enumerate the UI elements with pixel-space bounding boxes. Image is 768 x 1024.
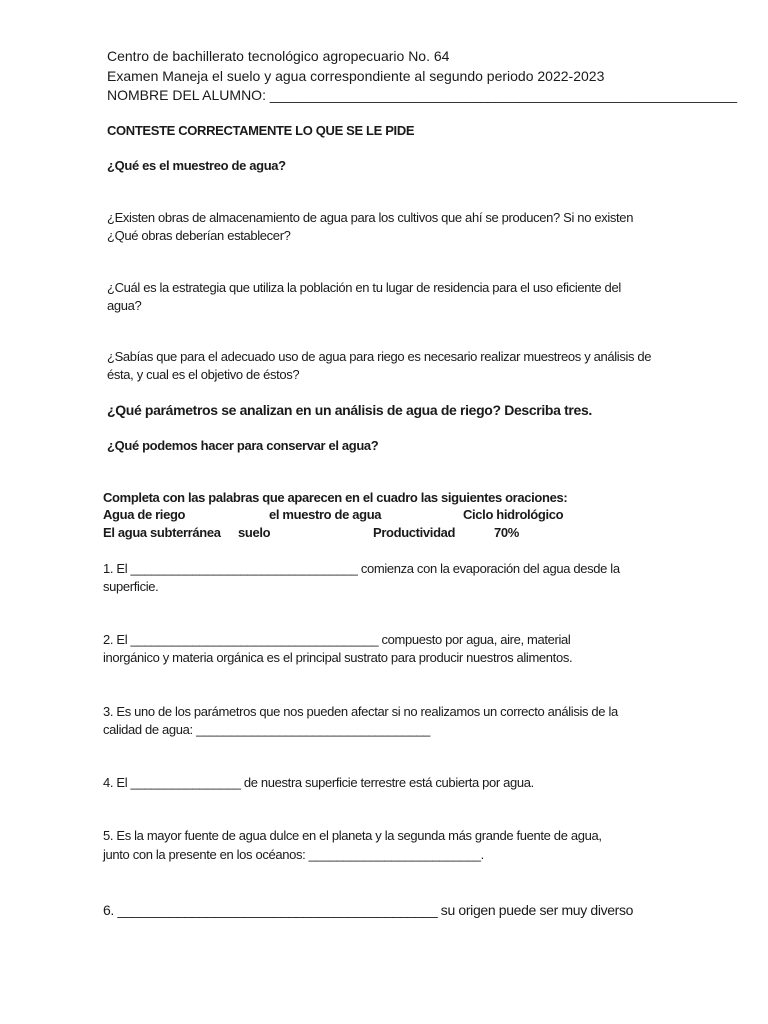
question-1: ¿Qué es el muestreo de agua?	[107, 158, 286, 173]
word-bank-item: 70%	[494, 525, 519, 540]
word-bank-item: el muestro de agua	[269, 507, 382, 522]
sentence-3-line-2: calidad de agua: __________________________________	[103, 722, 430, 737]
student-name-line: NOMBRE DEL ALUMNO: ____________________________________________________________	[107, 87, 738, 103]
word-bank-item: suelo	[238, 525, 271, 540]
question-5: ¿Qué parámetros se analizan en un análisis de agua de riego? Describa tres.	[107, 402, 592, 418]
sentence-5-line-1: 5. Es la mayor fuente de agua dulce en el planeta y la segunda más grande fuente de agua,	[103, 828, 602, 843]
question-4-line-2: ésta, y cual es el objetivo de éstos?	[107, 367, 300, 382]
question-3-line-2: agua?	[107, 298, 142, 313]
instructions-heading: CONTESTE CORRECTAMENTE LO QUE SE LE PIDE	[107, 123, 415, 138]
sentence-1-line-1: 1. El _________________________________ comienza con la evaporación del agua desde la	[103, 561, 620, 576]
word-bank-item: El agua subterránea	[103, 525, 221, 540]
sentence-5-line-2: junto con la presente en los océanos: _________________________.	[103, 847, 484, 862]
word-bank-title: Completa con las palabras que aparecen en el cuadro las siguientes oraciones:	[103, 490, 568, 505]
question-6: ¿Qué podemos hacer para conservar el agua?	[107, 438, 379, 453]
sentence-2-line-2: inorgánico y materia orgánica es el principal sustrato para producir nuestros alimentos.	[103, 650, 573, 665]
word-bank-item: Ciclo hidrológico	[463, 507, 564, 522]
sentence-1-line-2: superficie.	[103, 579, 159, 594]
question-2-line-1: ¿Existen obras de almacenamiento de agua para los cultivos que ahí se producen? Si no existen	[107, 210, 634, 225]
word-bank-item: Agua de riego	[103, 507, 186, 522]
question-2-line-2: ¿Qué obras deberían establecer?	[107, 228, 291, 243]
sentence-6: 6. ___________________________________________ su origen puede ser muy diverso	[103, 902, 634, 918]
sentence-2-line-1: 2. El ____________________________________ compuesto por agua, aire, material	[103, 632, 571, 647]
sentence-3-line-1: 3. Es uno de los parámetros que nos pueden afectar si no realizamos un correcto análisis de la	[103, 704, 618, 719]
school-name: Centro de bachillerato tecnológico agropecuario No. 64	[107, 48, 450, 64]
word-bank-item: Productividad	[373, 525, 456, 540]
question-4-line-1: ¿Sabías que para el adecuado uso de agua para riego es necesario realizar muestreos y análisis de	[107, 349, 652, 364]
question-3-line-1: ¿Cuál es la estrategia que utiliza la población en tu lugar de residencia para el uso eficiente del	[107, 280, 621, 295]
exam-title: Examen Maneja el suelo y agua correspondiente al segundo periodo 2022-2023	[107, 68, 605, 84]
sentence-4: 4. El ________________ de nuestra superficie terrestre está cubierta por agua.	[103, 775, 534, 790]
